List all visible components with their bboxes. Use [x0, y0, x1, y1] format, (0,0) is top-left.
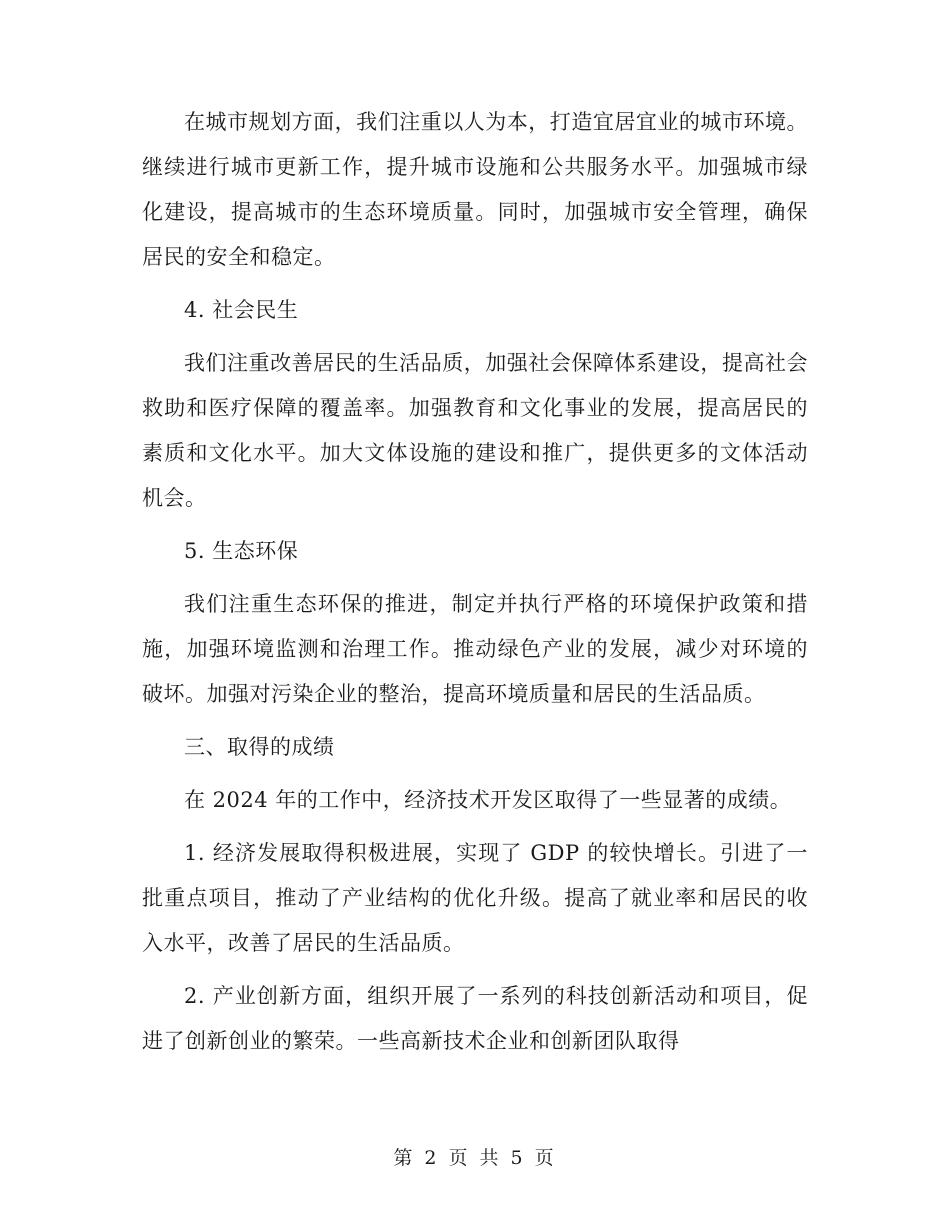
page-number-footer: 第 2 页 共 5 页	[393, 1147, 557, 1169]
paragraph-urban-planning: 在城市规划方面，我们注重以人为本，打造宜居宜业的城市环境。继续进行城市更新工作，提升城市设施和公共服务水平。加强城市绿化建设，提高城市的生态环境质量。同时，加强城市安全管理，确保居民的安全和稳定。	[142, 110, 808, 269]
section-heading-achievements: 三、取得的成绩	[184, 735, 335, 759]
paragraph-ecology: 我们注重生态环保的推进，制定并执行严格的环境保护政策和措施，加强环境监测和治理工作。推动绿色产业的发展，减少对环境的破坏。加强对污染企业的整治，提高环境质量和居民的生活品质。	[142, 592, 808, 706]
section-heading-ecology: 5. 生态环保	[184, 539, 299, 563]
paragraph-achievement-economy: 1. 经济发展取得积极进展，实现了 GDP 的较快增长。引进了一批重点项目，推动了产业结构的优化升级。提高了就业率和居民的收入水平，改善了居民的生活品质。	[142, 841, 808, 955]
document-body	[142, 100, 808, 1072]
paragraph-achievement-innovation: 2. 产业创新方面，组织开展了一系列的科技创新活动和项目，促进了创新创业的繁荣。一些高新技术企业和创新团队取得	[142, 984, 808, 1053]
section-heading-social-livelihood: 4. 社会民生	[184, 298, 299, 322]
paragraph-achievements-intro: 在 2024 年的工作中，经济技术开发区取得了一些显著的成绩。	[184, 788, 792, 812]
paragraph-social-livelihood: 我们注重改善居民的生活品质，加强社会保障体系建设，提高社会救助和医疗保障的覆盖率。加强教育和文化事业的发展，提高居民的素质和文化水平。加大文体设施的建设和推广，提供更多的文体活动机会。	[142, 351, 808, 510]
